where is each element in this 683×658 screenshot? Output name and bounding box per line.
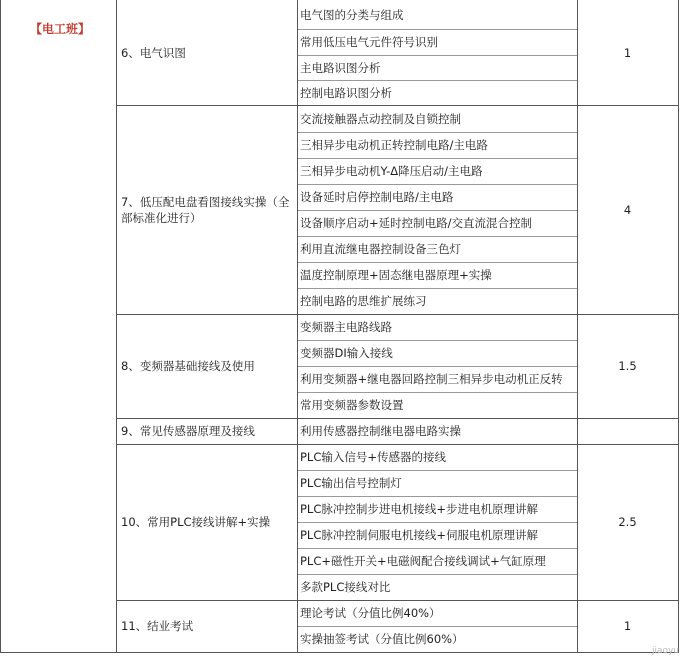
module-hours: 1: [623, 45, 632, 60]
module-item: PLC脉冲控制步进电机接线+步进电机原理讲解: [300, 502, 539, 516]
item-divider: [297, 522, 577, 523]
item-divider: [297, 158, 577, 159]
module-topic: 6、电气识图: [121, 45, 186, 60]
module-hours: 2.5: [618, 515, 637, 529]
item-divider: [297, 55, 577, 56]
column-border: [297, 0, 298, 653]
item-divider: [297, 132, 577, 133]
module-hours: 4: [623, 202, 632, 217]
item-divider: [297, 548, 577, 549]
item-divider: [297, 626, 577, 627]
module-topic: 8、变频器基础接线及使用: [121, 359, 255, 373]
column-border: [116, 0, 117, 653]
class-label: 【电工班】: [30, 22, 91, 36]
module-item: 常用低压电气元件符号识别: [300, 35, 438, 49]
module-topic: 7、低压配电盘看图接线实操（全部标准化进行）: [121, 194, 290, 225]
module-item: 主电路识图分析: [300, 60, 381, 75]
module-item: PLC输出信号控制灯: [300, 476, 402, 490]
module-item: 变频器DI输入接线: [300, 346, 393, 360]
module-item: 利用传感器控制继电器电路实操: [300, 424, 461, 438]
module-item: 三相异步电动机Y-Δ降压启动/主电路: [300, 164, 483, 178]
module-item: 三相异步电动机正转控制电路/主电路: [300, 138, 488, 152]
item-divider: [297, 366, 577, 367]
module-item: 电气图的分类与组成: [300, 7, 404, 22]
item-divider: [297, 262, 577, 263]
item-divider: [297, 340, 577, 341]
module-topic: 11、结业考试: [121, 619, 194, 633]
module-divider: [116, 105, 678, 106]
item-divider: [297, 29, 577, 30]
module-hours: 1.5: [618, 359, 637, 373]
item-divider: [297, 574, 577, 575]
module-item: 利用变频器+继电器回路控制三相异步电动机正反转: [300, 372, 563, 386]
module-item: 交流接触器点动控制及自锁控制: [300, 111, 461, 126]
module-item: PLC脉冲控制伺服电机接线+伺服电机原理讲解: [300, 528, 539, 542]
module-item: 控制电路的思维扩展练习: [300, 294, 427, 308]
item-divider: [297, 288, 577, 289]
item-divider: [297, 496, 577, 497]
watermark: jiaoyu: [651, 646, 679, 656]
item-divider: [297, 184, 577, 185]
module-item: 实操抽签考试（分值比例60%）: [300, 632, 464, 646]
module-item: 变频器主电路线路: [300, 320, 392, 334]
module-item: PLC输入信号+传感器的接线: [300, 450, 447, 464]
module-item: 设备顺序启动+延时控制电路/交直流混合控制: [300, 216, 533, 230]
module-topic: 9、常见传感器原理及接线: [121, 424, 255, 438]
module-item: 控制电路识图分析: [300, 85, 392, 100]
column-border: [0, 0, 1, 653]
module-item: 温度控制原理+固态继电器原理+实操: [300, 268, 492, 282]
item-divider: [297, 470, 577, 471]
module-item: 理论考试（分值比例40%）: [300, 606, 441, 620]
module-topic: 10、常用PLC接线讲解+实操: [121, 515, 271, 529]
column-border: [577, 0, 578, 653]
module-divider: [116, 314, 678, 315]
item-divider: [297, 236, 577, 237]
item-divider: [297, 210, 577, 211]
column-border: [678, 0, 679, 653]
module-hours: [577, 418, 678, 444]
module-item: 利用直流继电器控制设备三色灯: [300, 242, 461, 256]
module-divider: [116, 444, 678, 445]
module-item: 常用变频器参数设置: [300, 398, 404, 412]
item-divider: [297, 392, 577, 393]
module-item: 多款PLC接线对比: [300, 580, 391, 594]
module-divider: [116, 600, 678, 601]
item-divider: [297, 80, 577, 81]
module-divider: [116, 418, 678, 419]
module-item: PLC+磁性开关+电磁阀配合接线调试+气缸原理: [300, 554, 546, 568]
module-hours: 1: [623, 619, 632, 633]
module-item: 设备延时启停控制电路/主电路: [300, 190, 454, 204]
